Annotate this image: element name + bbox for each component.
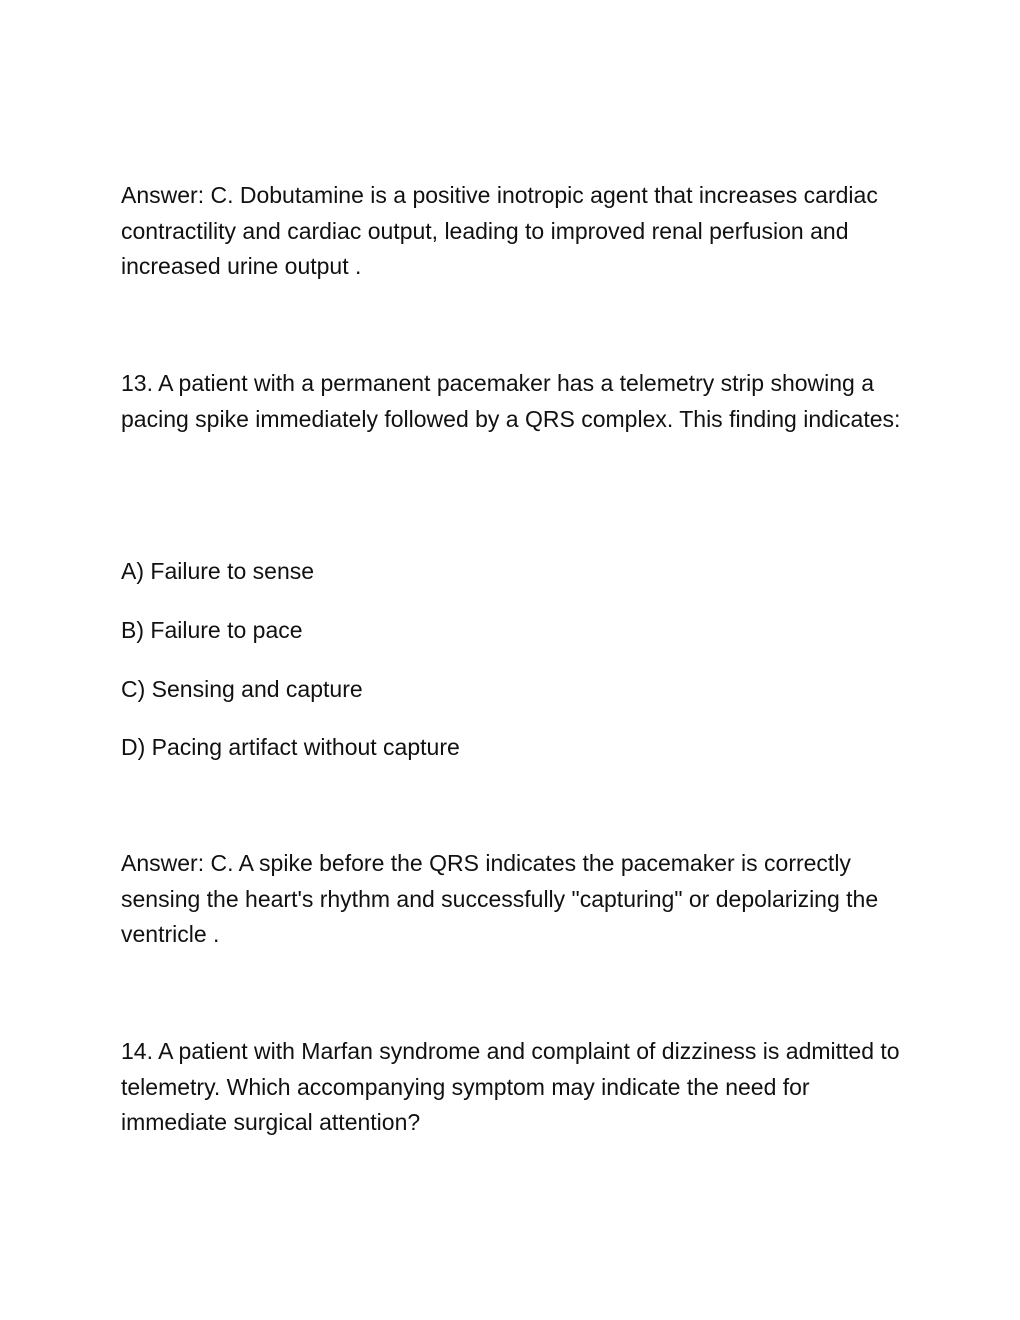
question-13-option-d: D) Pacing artifact without capture — [121, 734, 460, 760]
question-13-option-b: B) Failure to pace — [121, 617, 303, 643]
answer-13-paragraph: Answer: C. A spike before the QRS indicates the pacemaker is correctly sensing the heart's rhythm and successfully "capturing" or depolarizing the ventricle . — [121, 850, 879, 947]
answer-12-paragraph: Answer: C. Dobutamine is a positive inotropic agent that increases cardiac contractility and cardiac output, leading to improved renal perfusion and increased urine output . — [121, 182, 878, 279]
question-13-text: 13. A patient with a permanent pacemaker has a telemetry strip showing a pacing spike immediately followed by a QRS complex. This finding indicates: — [121, 370, 901, 432]
question-13-option-a: A) Failure to sense — [121, 558, 315, 584]
question-13-option-c: C) Sensing and capture — [121, 676, 363, 702]
question-14-text: 14. A patient with Marfan syndrome and complaint of dizziness is admitted to telemetry. Which accompanying symptom may indicate the need for immediate surgical attention? — [121, 1038, 900, 1135]
